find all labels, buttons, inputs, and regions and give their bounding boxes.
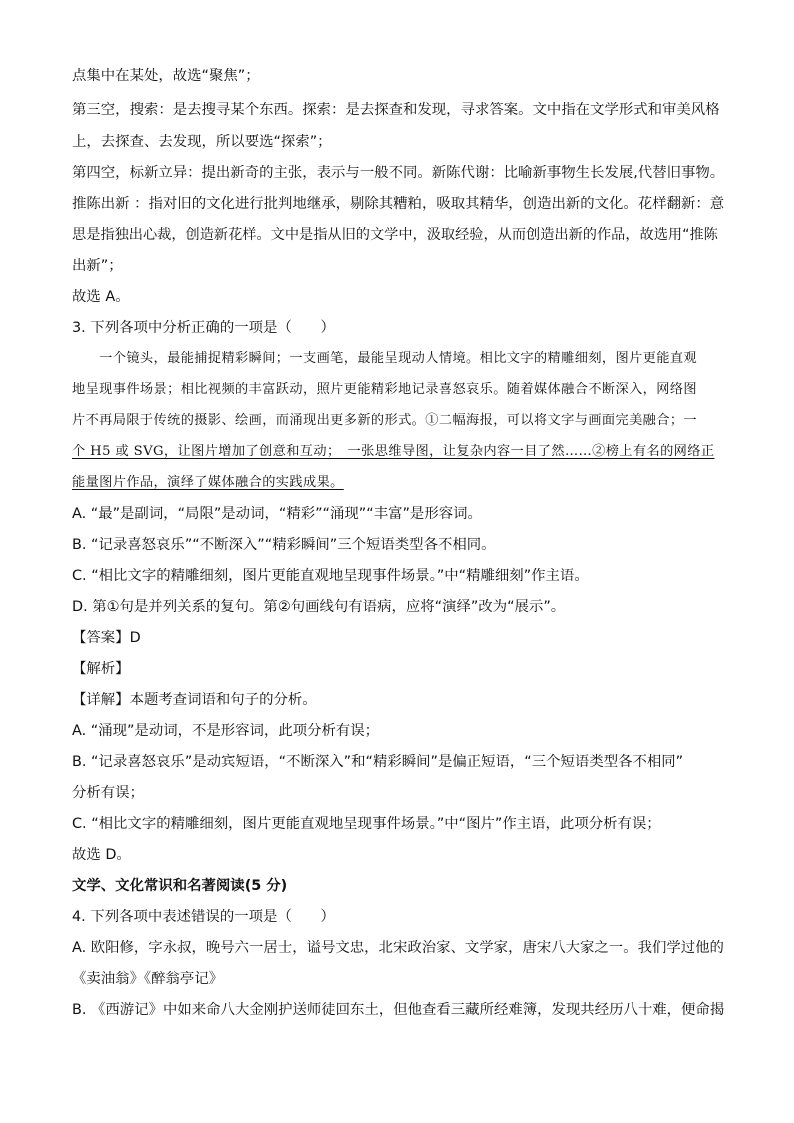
passage-line: 地呈现事件场景；相比视频的丰富跃动，照片更能精彩地记录喜怒哀乐。随着媒体融合不断深入，网络图 (72, 382, 698, 397)
option-c: C. “相比文字的精雕细刻，图片更能直观地呈现事件场景。”中“精雕细刻”作主语。 (72, 568, 589, 584)
detail-line: C. “相比文字的精雕细刻，图片更能直观地呈现事件场景。”中“图片”作主语，此项分析有误； (72, 816, 661, 832)
text-line: 点集中在某处，故选“聚焦”； (72, 68, 260, 84)
option-b: B. “记录喜怒哀乐”“不断深入”“精彩瞬间”三个短语类型各不相同。 (72, 537, 496, 553)
option-a: A. 欧阳修，字永叔，晚号六一居士，谥号文忠，北宋政治家、文学家，唐宋八大家之一。我们学过他的 (72, 940, 724, 956)
section-heading: 文学、文化常识和名著阅读(5 分) (72, 878, 288, 894)
text-line: 推陈出新 ：指对旧的文化进行批判地继承，剔除其糟粕，吸取其精华，创造出新的文化。花样翻新：意 (72, 196, 725, 212)
detail-line: 故选 D。 (72, 847, 131, 863)
passage-line-underlined: 个 H5 或 SVG，让图片增加了创意和互动； 一张思维导图，让复杂内容一目了然……②榜上有名的网络正 (72, 444, 715, 459)
detail-line: 分析有误； (72, 785, 144, 801)
detail-line: 【详解】本题考查词语和句子的分析。 (72, 692, 317, 708)
text-line: 第三空，搜索：是去搜寻某个东西。探索：是去探查和发现，寻求答案。文中指在文学形式和审美风格 (72, 102, 720, 118)
text-line: 上，去探查、去发现，所以要选“探索”； (72, 134, 332, 150)
answer-label: 【答案】D (72, 630, 141, 646)
passage-line: 一个镜头，最能捕捉精彩瞬间；一支画笔，最能呈现动人情境。相比文字的精雕细刻，图片更能直观 (72, 351, 698, 366)
text-line: 第四空，标新立异：提出新奇的主张，表示与一般不同。新陈代谢：比喻新事物生长发展,代替旧事物。 (72, 165, 725, 181)
detail-line: B. “记录喜怒哀乐”是动宾短语，“不断深入”和“精彩瞬间”是偏正短语，“三个短语类型各不相同” (72, 754, 684, 770)
text-line: 出新”； (72, 258, 123, 274)
question-3-stem: 3. 下列各项中分析正确的一项是（ ） (72, 320, 335, 336)
text-line: 思是指独出心裁，创造新花样。文中是指从旧的文学中，汲取经验，从而创造出新的作品，故选用“推陈 (72, 227, 718, 243)
passage-line: 片不再局限于传统的摄影、绘画，而涌现出更多新的形式。①二幅海报，可以将文字与画面完美融合；一 (72, 413, 698, 428)
analysis-label: 【解析】 (72, 661, 130, 677)
option-b: B. 《西游记》中如来命八大金刚护送师徒回东土，但他查看三藏所经难簿，发现共经历八十难，便命揭 (72, 1002, 725, 1018)
option-a: A. “最”是副词，“局限”是动词，“精彩”“涌现”“丰富”是形容词。 (72, 506, 482, 522)
passage-line-underlined: 能量图片作品，演绎了媒体融合的实践成果。 (72, 475, 344, 490)
detail-line: A. “涌现”是动词，不是形容词，此项分析有误； (72, 723, 380, 739)
option-d: D. 第①句是并列关系的复句。第②句画线句有语病，应将“演绎”改为“展示”。 (72, 599, 566, 615)
question-4-stem: 4. 下列各项中表述错误的一项是（ ） (72, 909, 335, 925)
text-line: 故选 A。 (72, 289, 130, 305)
option-a-cont: 《卖油翁》《醉翁亭记》 (72, 971, 224, 987)
